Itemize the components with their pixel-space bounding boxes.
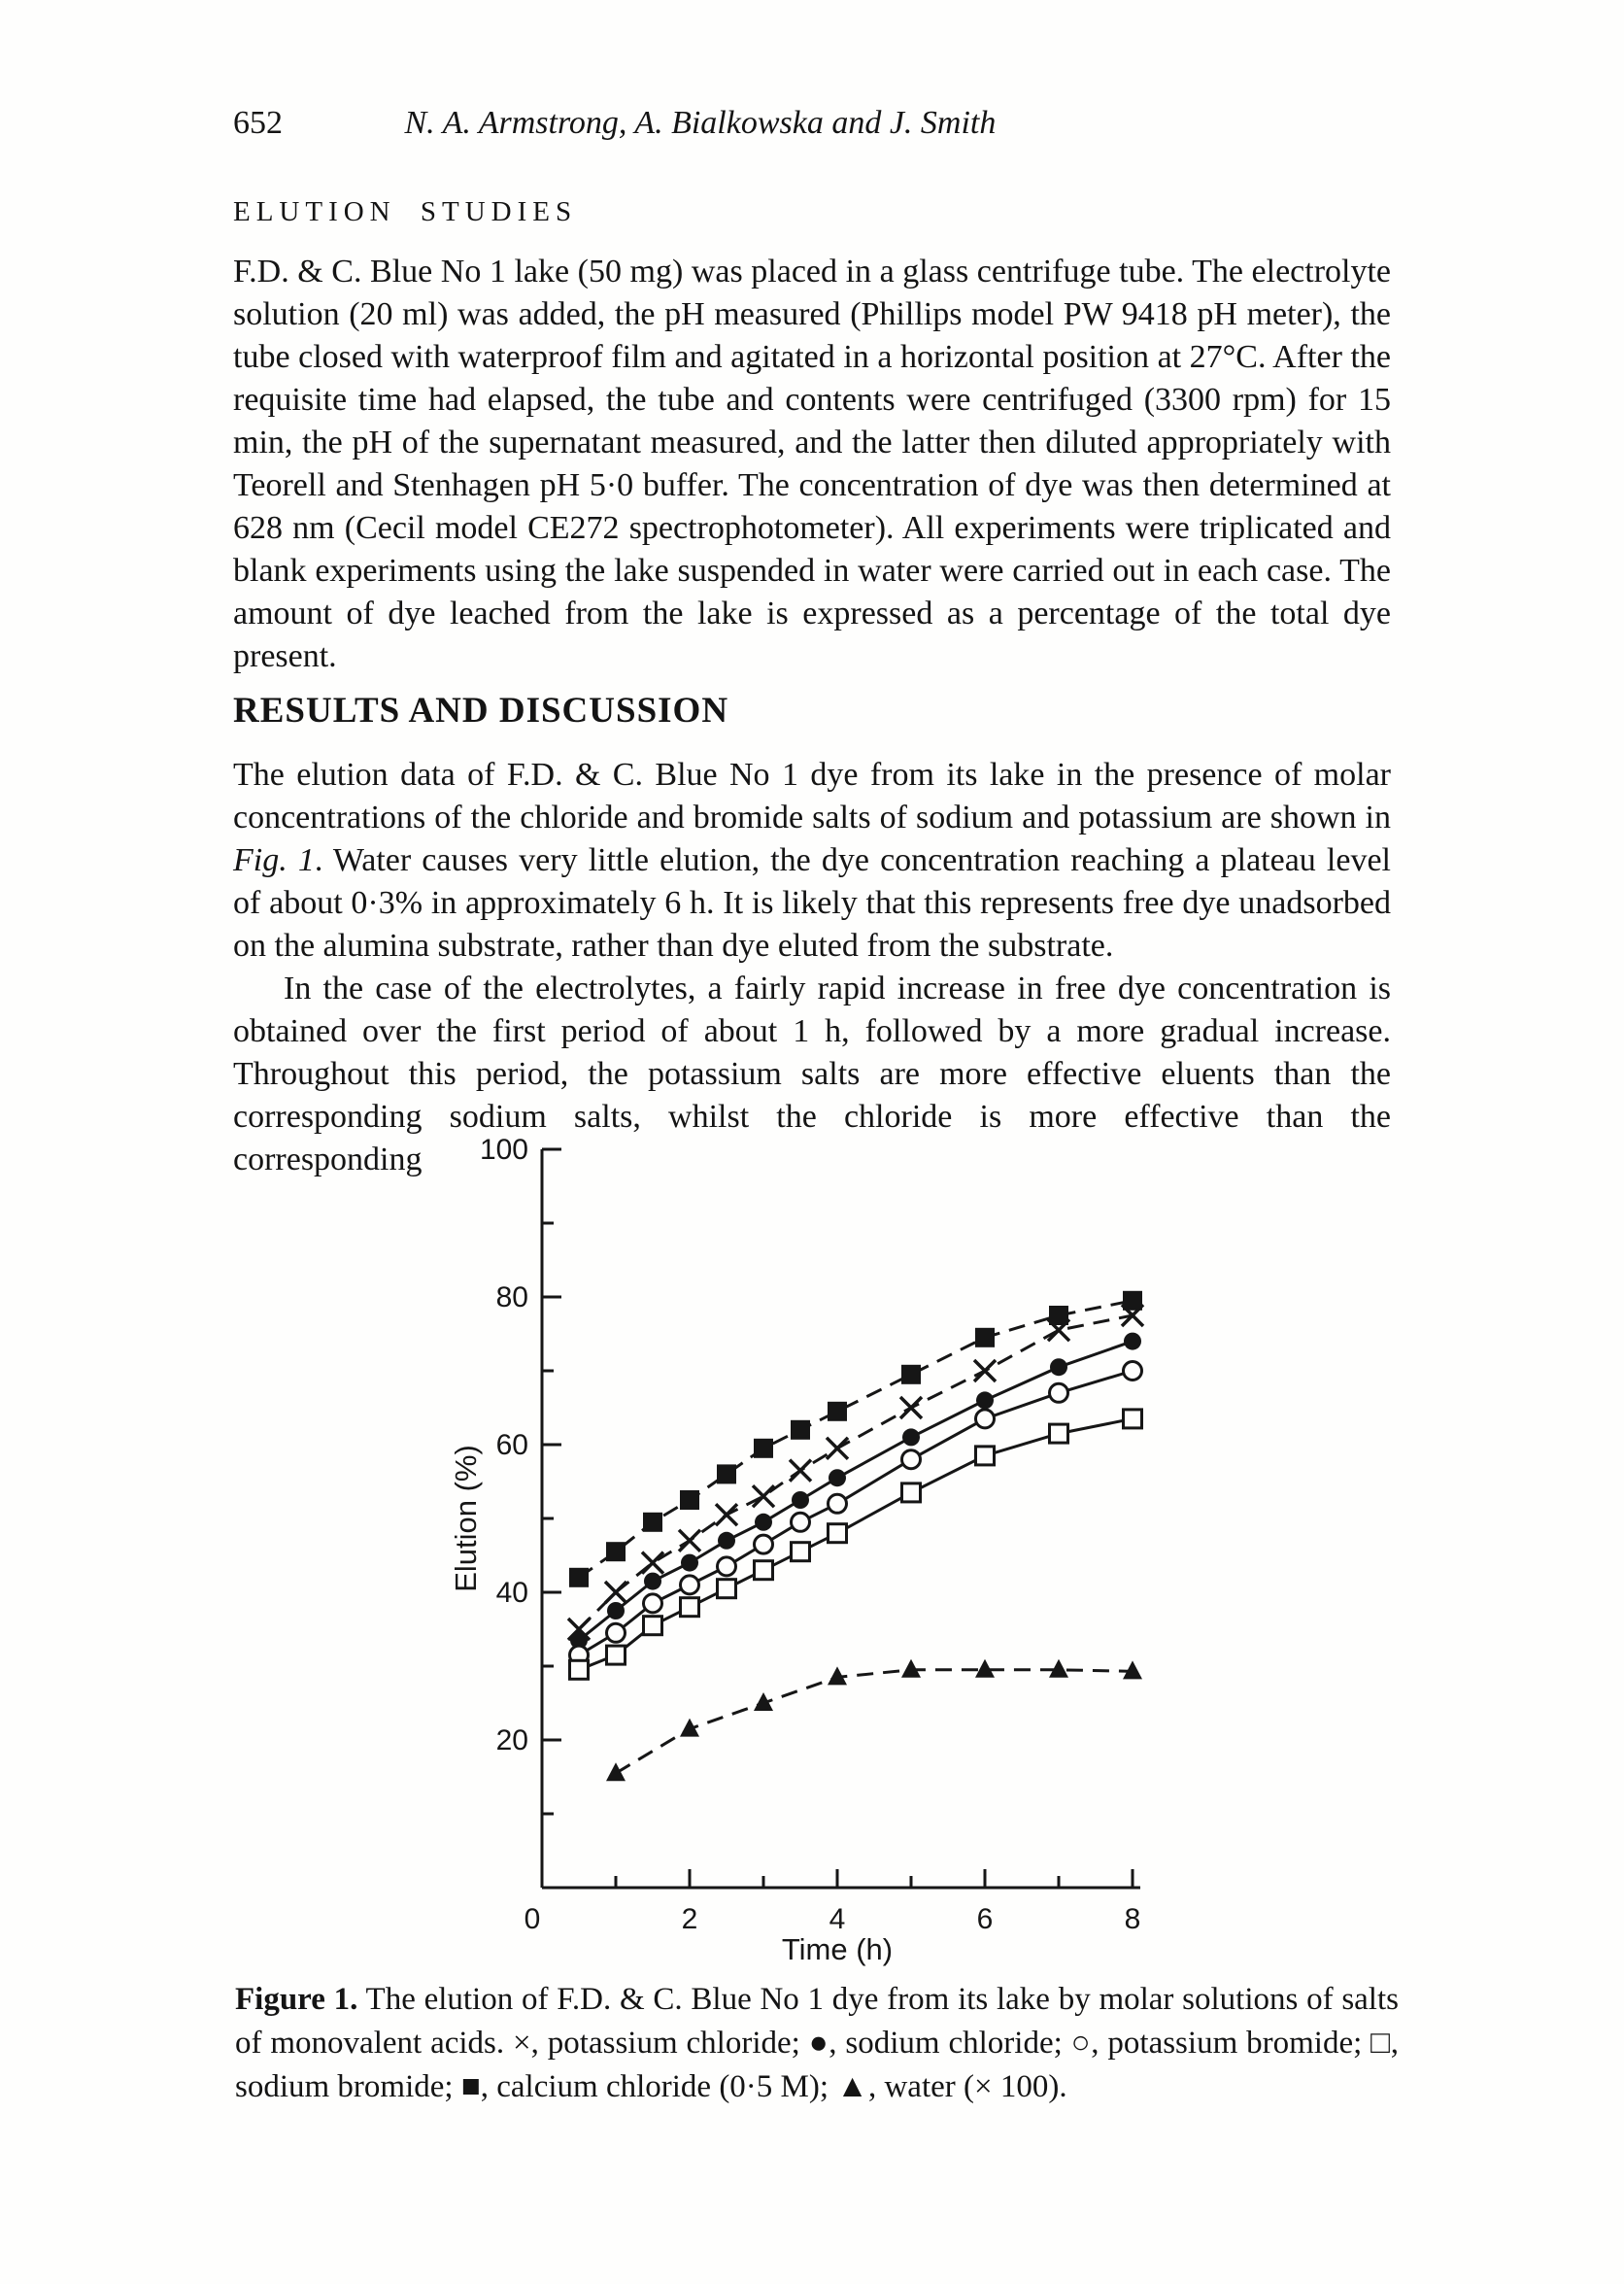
filled-square-marker bbox=[901, 1365, 921, 1384]
axis-tick-labels bbox=[480, 1134, 1140, 1935]
x-axis-title: Time (h) bbox=[781, 1932, 894, 1966]
x-cross-marker bbox=[974, 1360, 996, 1381]
open-circle-marker bbox=[1124, 1362, 1142, 1381]
filled-square-marker bbox=[828, 1402, 847, 1421]
filled-square-marker bbox=[975, 1328, 995, 1347]
x-axis-tick-label: 4 bbox=[829, 1903, 846, 1935]
open-square-marker bbox=[1124, 1410, 1142, 1428]
results-paragraph-1-pre: The elution data of F.D. & C. Blue No 1 dye from its lake in the presence of molar concentrations of the chloride and bromide salts of sodium and potassium are shown in bbox=[233, 757, 1391, 835]
filled-circle-marker bbox=[1124, 1333, 1141, 1350]
open-circle-marker bbox=[718, 1557, 736, 1576]
open-circle-marker bbox=[681, 1576, 699, 1594]
running-head bbox=[233, 105, 1391, 142]
results-paragraph-1 bbox=[233, 754, 1391, 968]
results-paragraph-2: In the case of the electrolytes, a fairly rapid increase in free dye concentration is obtained over the first period of about 1 h, followed by a more gradual increase. Throughout this period, the potassium salts are more effective eluents than the corresponding sodium salts, whilst the chloride is more effective than the corresponding bbox=[233, 971, 1391, 1177]
filled-circle-marker bbox=[718, 1532, 735, 1550]
x-axis-tick-label: 0 bbox=[524, 1903, 541, 1935]
results-paragraph-1-post: . Water causes very little elution, the dye concentration reaching a plateau level of about 0·3% in approximately 6 h. It is likely that this represents free dye unadsorbed on the alumina substrate, rather than dye eluted from the substrate. bbox=[233, 842, 1391, 964]
page-number: 652 bbox=[233, 105, 283, 141]
open-square-marker bbox=[1050, 1424, 1068, 1443]
open-square-marker bbox=[976, 1447, 995, 1465]
open-square-marker bbox=[607, 1646, 626, 1664]
x-cross-marker bbox=[900, 1397, 922, 1418]
filled-square-marker bbox=[717, 1464, 736, 1483]
open-square-marker bbox=[902, 1483, 921, 1502]
filled-circle-marker bbox=[755, 1514, 772, 1531]
section-heading-results-discussion: RESULTS AND DISCUSSION bbox=[233, 691, 729, 731]
axes bbox=[542, 1149, 1140, 1888]
open-square-marker bbox=[755, 1561, 773, 1580]
filled-circle-marker bbox=[976, 1391, 994, 1409]
running-head-authors: N. A. Armstrong, A. Bialkowska and J. Smith bbox=[404, 105, 997, 141]
x-cross-marker bbox=[679, 1530, 700, 1551]
x-axis-tick-label: 2 bbox=[681, 1903, 698, 1935]
x-cross-marker bbox=[827, 1438, 848, 1459]
filled-circle-marker bbox=[792, 1491, 809, 1509]
filled-square-marker bbox=[643, 1513, 662, 1532]
x-cross-marker bbox=[605, 1582, 626, 1603]
figure-1-caption-label: Figure 1. bbox=[235, 1982, 358, 2017]
open-circle-marker bbox=[902, 1450, 921, 1469]
series-line-sodium-chloride bbox=[579, 1342, 1133, 1641]
x-axis-tick-label: 6 bbox=[976, 1903, 994, 1935]
filled-square-marker bbox=[680, 1490, 699, 1510]
open-square-marker bbox=[644, 1617, 662, 1635]
y-axis-title: Elution (%) bbox=[449, 1445, 483, 1592]
x-axis-tick-label: 8 bbox=[1124, 1903, 1141, 1935]
figure-1-elution-chart bbox=[437, 1125, 1234, 1972]
filled-circle-marker bbox=[644, 1573, 661, 1590]
figure-1-caption-text: The elution of F.D. & C. Blue No 1 dye from its lake by molar solutions of salts of monovalent acids. ×, potassium chloride; ●, sodium chloride; ○, potassium bromide; □, sodium bromide; ■, calcium chloride (0·5 M); ▲, water (× 100). bbox=[235, 1982, 1399, 2104]
y-axis-tick-label: 40 bbox=[495, 1577, 528, 1609]
y-axis-tick-label: 20 bbox=[495, 1724, 528, 1756]
filled-circle-marker bbox=[607, 1602, 625, 1619]
filled-square-marker bbox=[754, 1439, 773, 1458]
open-square-marker bbox=[681, 1598, 699, 1617]
figure-1-reference: Fig. 1 bbox=[233, 842, 315, 878]
series-markers-sodium-bromide bbox=[570, 1410, 1142, 1679]
y-axis-tick-label: 80 bbox=[495, 1281, 528, 1313]
figure-1 bbox=[437, 1125, 1234, 1972]
filled-square-marker bbox=[569, 1568, 589, 1587]
open-circle-marker bbox=[1050, 1383, 1068, 1402]
x-cross-marker bbox=[753, 1485, 774, 1507]
open-square-marker bbox=[829, 1524, 847, 1543]
x-cross-marker bbox=[716, 1504, 737, 1525]
filled-circle-marker bbox=[681, 1554, 698, 1572]
filled-square-marker bbox=[791, 1420, 810, 1440]
elution-studies-paragraph: F.D. & C. Blue No 1 lake (50 mg) was placed in a glass centrifuge tube. The electrolyte solution (20 ml) was added, the pH measured (Phillips model PW 9418 pH meter), the tube closed with waterproof film and agitated in a horizontal position at 27°C. After the requisite time had elapsed, the tube and contents were centrifuged (3300 rpm) for 15 min, the pH of the supernatant measured, and the latter then diluted appropriately with Teorell and Stenhagen pH 5·0 buffer. The concentration of dye was then determined at 628 nm (Cecil model CE272 spectrophotometer). All experiments were triplicated and blank experiments using the lake suspended in water were carried out in each case. The amount of dye leached from the lake is expressed as a percentage of the total dye present. bbox=[233, 254, 1391, 674]
filled-circle-marker bbox=[1050, 1358, 1067, 1376]
series-line-water-100 bbox=[616, 1670, 1133, 1773]
results-discussion-text bbox=[233, 754, 1391, 1181]
open-circle-marker bbox=[976, 1410, 995, 1428]
filled-square-marker bbox=[606, 1542, 626, 1561]
filled-circle-marker bbox=[902, 1428, 920, 1446]
series-line-potassium-chloride bbox=[579, 1315, 1133, 1629]
series-markers-water-100 bbox=[606, 1659, 1142, 1781]
figure-1-caption bbox=[235, 1978, 1399, 2109]
open-square-marker bbox=[792, 1543, 810, 1561]
open-circle-marker bbox=[792, 1513, 810, 1531]
open-circle-marker bbox=[755, 1535, 773, 1553]
open-square-marker bbox=[718, 1580, 736, 1598]
open-circle-marker bbox=[829, 1494, 847, 1513]
y-axis-tick-label: 100 bbox=[479, 1134, 528, 1166]
open-square-marker bbox=[570, 1660, 589, 1679]
filled-triangle-marker bbox=[606, 1762, 626, 1781]
y-axis-tick-label: 60 bbox=[495, 1429, 528, 1461]
section-heading-elution-studies: ELUTION STUDIES bbox=[233, 196, 578, 227]
x-cross-marker bbox=[642, 1552, 663, 1574]
x-cross-marker bbox=[790, 1460, 811, 1482]
filled-circle-marker bbox=[829, 1469, 846, 1486]
open-circle-marker bbox=[607, 1623, 626, 1642]
open-circle-marker bbox=[644, 1594, 662, 1613]
